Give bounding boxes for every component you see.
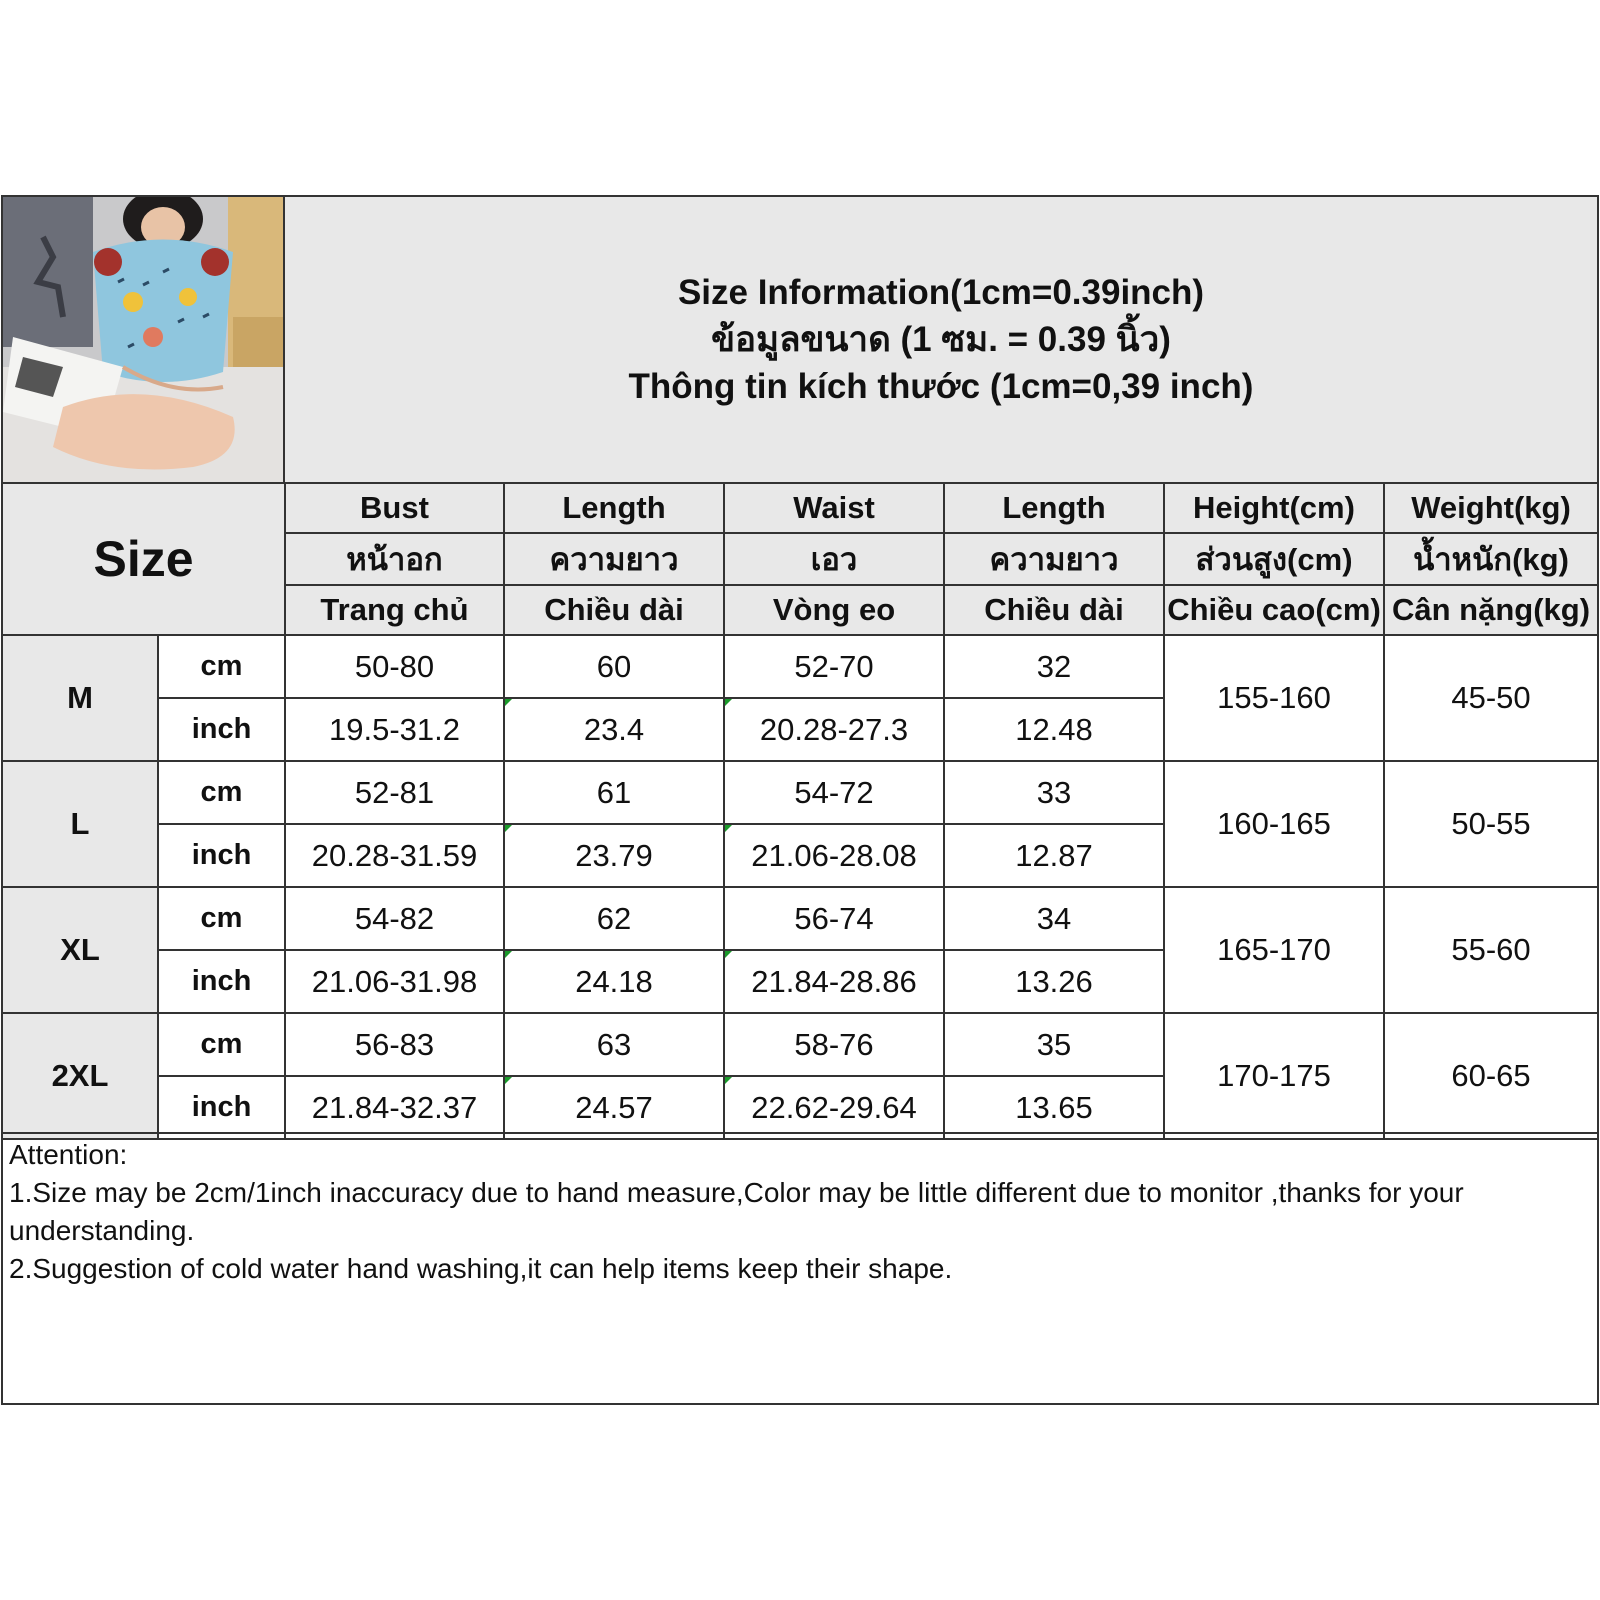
table-cell: 21.06-31.98 — [285, 950, 504, 1013]
product-photo — [3, 197, 285, 484]
table-cell: 20.28-27.3 — [724, 698, 944, 761]
column-header: ความยาว — [944, 533, 1164, 585]
column-header: Chiều dài — [504, 585, 724, 635]
table-cell: 60 — [504, 635, 724, 698]
unit-label: cm — [158, 887, 285, 950]
table-cell: 19.5-31.2 — [285, 698, 504, 761]
column-header: ส่วนสูง(cm) — [1164, 533, 1384, 585]
column-header: ความยาว — [504, 533, 724, 585]
column-header: Vòng eo — [724, 585, 944, 635]
table-cell: 13.65 — [944, 1076, 1164, 1139]
table-cell: 60-65 — [1384, 1013, 1597, 1139]
size-name: 2XL — [3, 1013, 158, 1139]
table-cell: 33 — [944, 761, 1164, 824]
column-header: Cân nặng(kg) — [1384, 585, 1597, 635]
column-header: Trang chủ — [285, 585, 504, 635]
unit-label: inch — [158, 950, 285, 1013]
table-cell: 22.62-29.64 — [724, 1076, 944, 1139]
header-row-english — [3, 484, 1597, 533]
size-header: Size — [3, 484, 285, 635]
unit-label: cm — [158, 761, 285, 824]
column-header: Length — [504, 484, 724, 533]
table-cell: 160-165 — [1164, 761, 1384, 887]
size-name: L — [3, 761, 158, 887]
note-item: 1.Size may be 2cm/1inch inaccuracy due to hand measure,Color may be little different due to monitor ,thanks for your understanding. — [9, 1177, 1464, 1246]
title-vietnamese: Thông tin kích thước (1cm=0,39 inch) — [628, 367, 1254, 406]
column-header: หน้าอก — [285, 533, 504, 585]
column-header: Bust — [285, 484, 504, 533]
unit-label: inch — [158, 1076, 285, 1139]
table-cell: 12.48 — [944, 698, 1164, 761]
table-row — [3, 761, 1597, 824]
table-cell: 21.84-28.86 — [724, 950, 944, 1013]
table-cell: 155-160 — [1164, 635, 1384, 761]
table-cell: 56-74 — [724, 887, 944, 950]
table-cell: 13.26 — [944, 950, 1164, 1013]
table-cell: 50-55 — [1384, 761, 1597, 887]
size-table — [3, 484, 1597, 1140]
table-cell: 34 — [944, 887, 1164, 950]
table-cell: 62 — [504, 887, 724, 950]
table-row — [3, 1013, 1597, 1076]
unit-label: cm — [158, 635, 285, 698]
table-cell: 63 — [504, 1013, 724, 1076]
column-header: เอว — [724, 533, 944, 585]
table-cell: 20.28-31.59 — [285, 824, 504, 887]
column-header: Height(cm) — [1164, 484, 1384, 533]
notes-heading: Attention: — [9, 1139, 128, 1170]
table-cell: 58-76 — [724, 1013, 944, 1076]
table-cell: 21.84-32.37 — [285, 1076, 504, 1139]
unit-label: inch — [158, 698, 285, 761]
table-cell: 55-60 — [1384, 887, 1597, 1013]
table-cell: 54-82 — [285, 887, 504, 950]
table-cell: 23.4 — [504, 698, 724, 761]
table-cell: 52-81 — [285, 761, 504, 824]
unit-label: cm — [158, 1013, 285, 1076]
table-cell: 54-72 — [724, 761, 944, 824]
column-header: Weight(kg) — [1384, 484, 1597, 533]
table-cell: 61 — [504, 761, 724, 824]
table-cell: 24.57 — [504, 1076, 724, 1139]
size-name: XL — [3, 887, 158, 1013]
column-header: Chiều cao(cm) — [1164, 585, 1384, 635]
table-cell: 32 — [944, 635, 1164, 698]
unit-label: inch — [158, 824, 285, 887]
table-cell: 35 — [944, 1013, 1164, 1076]
table-cell: 52-70 — [724, 635, 944, 698]
table-row — [3, 887, 1597, 950]
note-item: 2.Suggestion of cold water hand washing,it can help items keep their shape. — [9, 1253, 953, 1284]
column-header: Length — [944, 484, 1164, 533]
column-header: Chiều dài — [944, 585, 1164, 635]
title-block — [285, 197, 1597, 484]
table-cell: 12.87 — [944, 824, 1164, 887]
table-cell: 170-175 — [1164, 1013, 1384, 1139]
table-cell: 56-83 — [285, 1013, 504, 1076]
table-cell: 45-50 — [1384, 635, 1597, 761]
table-cell: 21.06-28.08 — [724, 824, 944, 887]
table-cell: 165-170 — [1164, 887, 1384, 1013]
table-cell: 50-80 — [285, 635, 504, 698]
column-header: น้ำหนัก(kg) — [1384, 533, 1597, 585]
table-cell: 23.79 — [504, 824, 724, 887]
title-english: Size Information(1cm=0.39inch) — [677, 273, 1205, 312]
size-chart-sheet — [1, 195, 1599, 1405]
model-pajama-image — [3, 197, 283, 482]
attention-notes — [3, 1132, 1597, 1403]
size-name: M — [3, 635, 158, 761]
table-row — [3, 635, 1597, 698]
title-thai: ข้อมูลขนาด (1 ซม. = 0.39 นิ้ว) — [711, 320, 1171, 359]
column-header: Waist — [724, 484, 944, 533]
table-cell: 24.18 — [504, 950, 724, 1013]
